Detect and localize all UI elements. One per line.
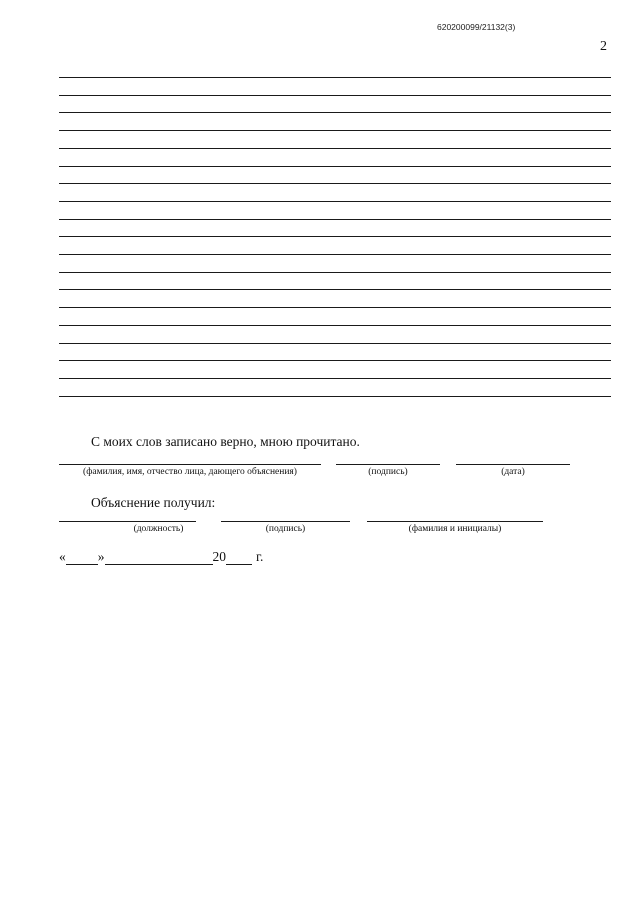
ruled-line — [59, 272, 611, 273]
ruled-line — [59, 201, 611, 202]
ruled-line — [59, 183, 611, 184]
ruled-line — [59, 325, 611, 326]
received-label: Объяснение получил: — [91, 495, 216, 510]
open-quote: « — [59, 549, 66, 564]
month-blank — [105, 550, 213, 565]
position-caption: (должность) — [133, 524, 184, 534]
date-field — [59, 549, 263, 565]
date-line — [456, 464, 570, 465]
name-caption: (фамилия, имя, отчество лица, дающего объяснения) — [83, 467, 297, 477]
date-caption: (дата) — [501, 467, 525, 477]
ruled-line — [59, 378, 611, 379]
ruled-line — [59, 236, 611, 237]
document-code: 620200099/21132(3) — [437, 22, 516, 32]
ruled-line — [59, 254, 611, 255]
name-line — [59, 464, 321, 465]
year-blank — [226, 550, 252, 565]
ruled-line — [59, 307, 611, 308]
officer-name-line — [367, 521, 543, 522]
ruled-line — [59, 112, 611, 113]
signature-caption-2: (подпись) — [265, 524, 306, 534]
ruled-line — [59, 77, 611, 78]
ruled-line — [59, 148, 611, 149]
ruled-line — [59, 360, 611, 361]
signature-caption: (подпись) — [368, 467, 408, 477]
close-quote: » — [97, 549, 105, 564]
year-prefix: 20 — [212, 549, 226, 564]
day-blank — [66, 550, 98, 565]
position-line — [59, 521, 196, 522]
signature-line — [336, 464, 440, 465]
ruled-line — [59, 166, 611, 167]
ruled-line — [59, 289, 611, 290]
ruled-line — [59, 130, 611, 131]
statement-text: С моих слов записано верно, мною прочитано. — [91, 434, 360, 449]
officer-name-caption: (фамилия и инициалы) — [408, 524, 502, 534]
signature-line-2 — [221, 521, 350, 522]
page-number: 2 — [600, 39, 607, 54]
ruled-line — [59, 219, 611, 220]
ruled-line — [59, 95, 611, 96]
ruled-line — [59, 396, 611, 397]
year-suffix: г. — [256, 549, 264, 564]
ruled-line — [59, 343, 611, 344]
